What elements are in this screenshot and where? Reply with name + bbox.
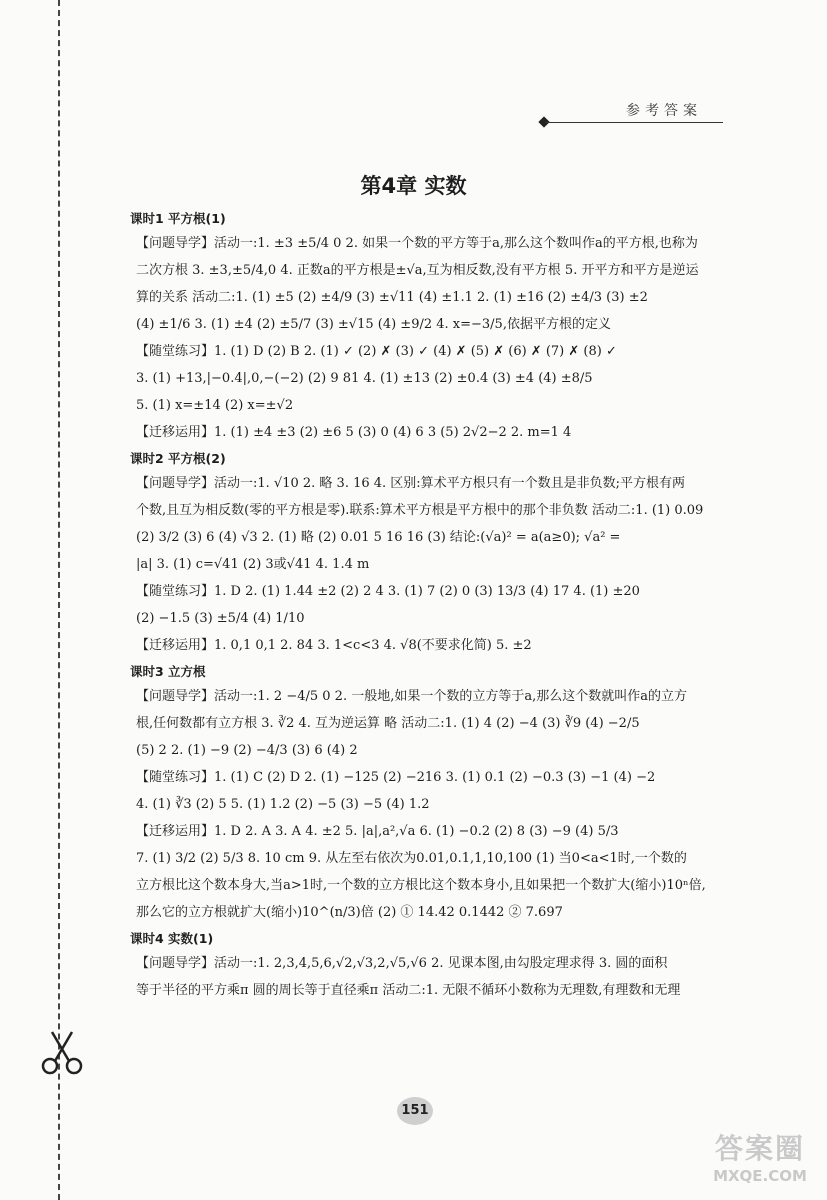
answer-line: 【随堂练习】1. D 2. (1) 1.44 ±2 (2) 2 4 3. (1) 7 (2) 0 (3) 13/3 (4) 17 4. (1) ±20 [136,584,640,599]
answer-line: 根,任何数都有立方根 3. ∛2 4. 互为逆运算 略 活动二:1. (1) 4 (2) −4 (3) ∛9 (4) −2/5 [136,716,640,731]
section-4 [130,928,736,1004]
watermark-url: MXQE.COM [713,1167,807,1185]
answer-line: 算的关系 活动二:1. (1) ±5 (2) ±4/9 (3) ±√11 (4) ±1.1 2. (1) ±16 (2) ±4/3 (3) ±2 [136,290,648,305]
answer-line: 个数,且互为相反数(零的平方根是零).联系:算术平方根是平方根中的那个非负数 活动二:1. (1) 0.09 [136,503,704,518]
answer-line: 等于半径的平方乘π 圆的周长等于直径乘π 活动二:1. 无限不循环小数称为无理数,有理数和无理 [136,983,681,998]
section-1 [130,208,736,446]
answer-line: 那么它的立方根就扩大(缩小)10^(n/3)倍 (2) ① 14.42 0.1442 ② 7.697 [136,905,563,920]
section-2 [130,448,736,659]
scissors-icon [40,1028,84,1078]
answer-line: (2) 3/2 (3) 6 (4) √3 2. (1) 略 (2) 0.01 5 16 16 (3) 结论:(√a)² = a(a≥0); √a² = [136,530,621,545]
watermark-text: 答案圈 [714,1132,805,1165]
section-title: 课时4 实数(1) [130,931,214,946]
answer-line: 7. (1) 3/2 (2) 5/3 8. 10 cm 9. 从左至右依次为0.01,0.1,1,10,100 (1) 当0<a<1时,一个数的 [136,851,687,866]
section-3 [130,661,736,926]
answer-line: 【问题导学】活动一:1. ±3 ±5/4 0 2. 如果一个数的平方等于a,那么这个数叫作a的平方根,也称为 [136,236,698,251]
answer-line: 【迁移运用】1. D 2. A 3. A 4. ±2 5. |a|,a²,√a 6. (1) −0.2 (2) 8 (3) −9 (4) 5/3 [136,824,619,839]
header-rule [545,122,723,123]
answer-line: (4) ±1/6 3. (1) ±4 (2) ±5/7 (3) ±√15 (4) ±9/2 4. x=−3/5,依据平方根的定义 [136,317,611,332]
answer-line: (5) 2 2. (1) −9 (2) −4/3 (3) 6 (4) 2 [136,743,358,758]
page-number: 151 [397,1097,433,1125]
answer-line: 【迁移运用】1. 0,1 0,1 2. 84 3. 1<c<3 4. √8(不要求化简) 5. ±2 [136,638,532,653]
answer-line: 【随堂练习】1. (1) C (2) D 2. (1) −125 (2) −216 3. (1) 0.1 (2) −0.3 (3) −1 (4) −2 [136,770,656,785]
answer-line: 【问题导学】活动一:1. √10 2. 略 3. 16 4. 区别:算术平方根只有一个数且是非负数;平方根有两 [136,476,686,491]
answer-line: 5. (1) x=±14 (2) x=±√2 [136,398,294,413]
chapter-title: 第4章 实数 [360,174,467,198]
section-title: 课时2 平方根(2) [130,451,226,466]
answer-line: 二次方根 3. ±3,±5/4,0 4. 正数a的平方根是±√a,互为相反数,没有平方根 5. 开平方和平方是逆运 [136,263,699,278]
answer-line: 立方根比这个数本身大,当a>1时,一个数的立方根比这个数本身小,且如果把一个数扩大(缩小)10ⁿ倍, [136,878,706,893]
section-title: 课时1 平方根(1) [130,211,226,226]
section-title: 课时3 立方根 [130,664,206,679]
answer-line: 【问题导学】活动一:1. 2 −4/5 0 2. 一般地,如果一个数的立方等于a,那么这个数就叫作a的立方 [136,689,687,704]
answer-line: 【问题导学】活动一:1. 2,3,4,5,6,√2,√3,2,√5,√6 2. 见课本图,由勾股定理求得 3. 圆的面积 [136,956,668,971]
answer-line: (2) −1.5 (3) ±5/4 (4) 1/10 [136,611,305,626]
answer-line: 4. (1) ∛3 (2) 5 5. (1) 1.2 (2) −5 (3) −5 (4) 1.2 [136,797,430,812]
answer-line: |a| 3. (1) c=√41 (2) 3或√41 4. 1.4 m [136,557,370,572]
answer-line: 【迁移运用】1. (1) ±4 ±3 (2) ±6 5 (3) 0 (4) 6 3 (5) 2√2−2 2. m=1 4 [136,425,572,440]
answer-line: 【随堂练习】1. (1) D (2) B 2. (1) ✓ (2) ✗ (3) ✓ (4) ✗ (5) ✗ (6) ✗ (7) ✗ (8) ✓ [136,344,617,359]
header-label: 参考答案 [626,103,702,119]
answer-content [130,206,736,1004]
answer-line: 3. (1) +13,|−0.4|,0,−(−2) (2) 9 81 4. (1) ±13 (2) ±0.4 (3) ±4 (4) ±8/5 [136,371,593,386]
watermark-logo [700,1132,820,1196]
